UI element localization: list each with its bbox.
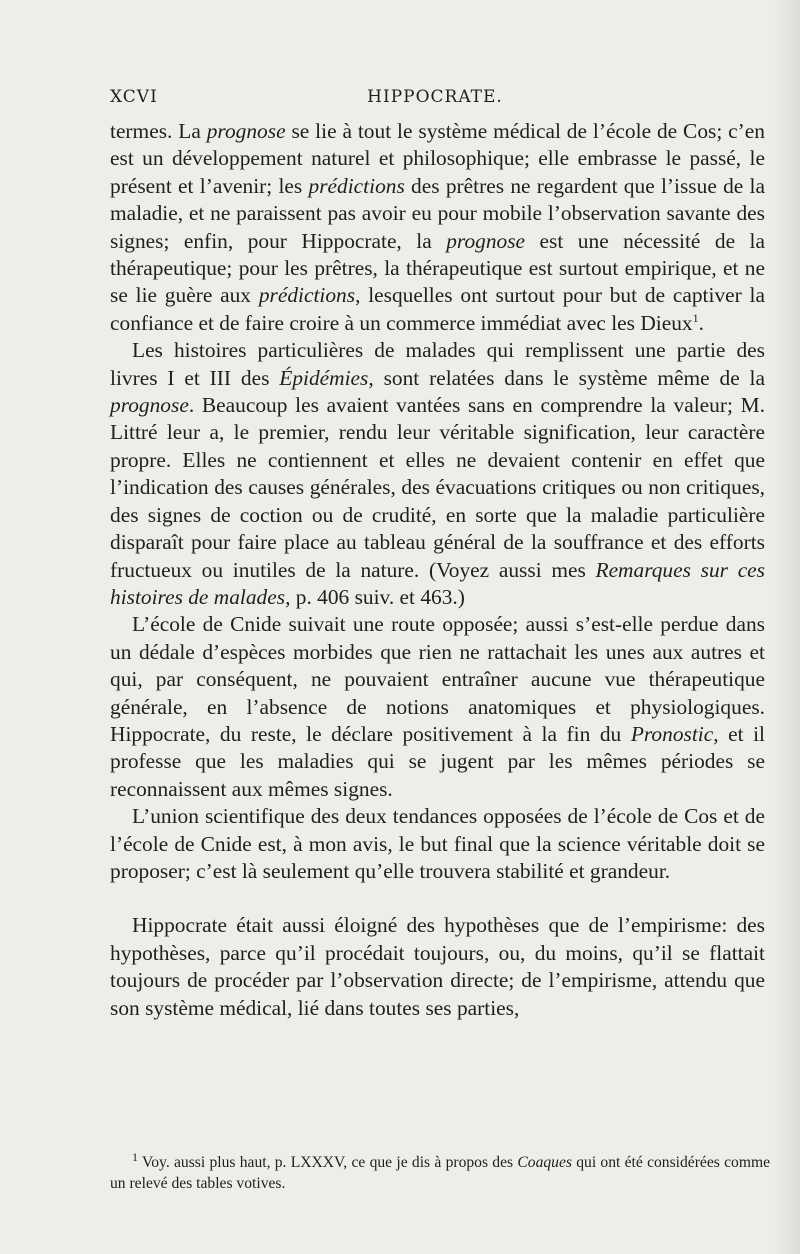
text-run: qui ont été considérées comme un relevé des tables votives.: [110, 1154, 771, 1192]
text-run: Voy. aussi plus haut, p. LXXXV, ce que je dis à propos des: [138, 1154, 518, 1171]
page-number: XCVI: [110, 87, 158, 107]
italic-term: Coaques: [517, 1154, 572, 1171]
body-text: [110, 118, 765, 1022]
text-run: , et il professe que les maladies qui se jugent par les mêmes périodes se reconnaissent aux mêmes signes.: [110, 721, 766, 801]
footnote: [110, 1149, 771, 1194]
text-run: . Beaucoup les avaient vantées sans en comprendre la valeur; M. Littré leur a, le premier, rendu leur véritable signification, leur caractère propre. Elles ne contiennent et elles ne devaient contenir en effet que l’indication des causes générales, des évacuations critiques ou non critiques, des signes de coction ou de crudité, en sorte que la maladie particulière disparaît pour faire place au tableau général de la souffrance et des efforts fructueux ou inutiles de la nature. (Voyez aussi mes: [110, 393, 765, 582]
italic-term: Pronostic: [630, 721, 714, 746]
text-run: , lesquelles ont surtout pour but de captiver la confiance et de faire croire à un commerce immédiat avec les Dieux: [110, 283, 765, 335]
italic-term: prognose: [206, 119, 286, 143]
text-run: L’école de Cnide suivait une route opposée; aussi s’est-elle perdue dans un dédale d’espèces morbides que rien ne rattachait les unes aux autres et qui, par conséquent, ne pouvaient entraîner aucune vue thérapeutique générale, en l’absence de notions anatomiques et physiologiques. Hippocrate, du reste, le déclare positivement à la fin du: [110, 612, 765, 746]
text-run: L’union scientifique des deux tendances opposées de l’école de Cos et de l’école de Cnide est, à mon avis, le but final que la science véritable doit se proposer; c’est là seulement qu’elle trouvera stabilité et grandeur.: [110, 804, 765, 883]
text-run: termes. La: [110, 119, 207, 143]
text-run: se lie à tout le système médical de l’école de Cos; c’en est un développement naturel et philosophique; elle embrasse le passé, le présent et l’avenir; les: [110, 119, 765, 198]
text-run: des prêtres ne regardent que l’issue de la maladie, et ne paraissent pas avoir eu pour mobile l’observation savante des signes; enfin, pour Hippocrate, la: [110, 173, 765, 253]
text-run: , sont relatées dans le système même de la: [368, 365, 765, 390]
text-run: Hippocrate était aussi éloigné des hypothèses que de l’empirisme: des hypothèses, parce qu’il procédait toujours, ou, du moins, qu’il se flattait toujours de procéder par l’observation directe; de l’empirisme, attendu que son système médical, lié dans toutes ses parties,: [110, 913, 765, 1020]
text-run: .: [698, 310, 704, 335]
italic-term: prédictions: [258, 283, 356, 308]
footnote-marker: 1: [692, 310, 699, 325]
paragraph: [110, 611, 765, 803]
italic-term: Remarques sur ces histoires de malades: [110, 557, 766, 609]
paragraph: [110, 118, 765, 337]
running-header: [110, 87, 760, 111]
italic-term: prognose: [110, 393, 189, 418]
running-title: HIPPOCRATE.: [367, 87, 503, 107]
footnote-area: [110, 1149, 771, 1194]
page-gutter-shadow: [774, 0, 800, 1254]
footnote-marker: 1: [132, 1149, 138, 1164]
italic-term: prédictions: [308, 173, 405, 198]
italic-term: Épidémies: [279, 365, 369, 390]
paragraph: [110, 803, 765, 885]
text-run: est une nécessité de la thérapeutique; pour les prêtres, la thérapeutique est surtout empirique, et ne se lie guère aux: [110, 228, 765, 308]
paragraph: [110, 337, 765, 611]
text-run: Les histoires particulières de malades qui remplissent une partie des livres I et III des: [110, 338, 765, 390]
text-run: , p. 406 suiv. et 463.): [285, 584, 465, 609]
italic-term: prognose: [446, 228, 526, 253]
paragraph: [110, 912, 765, 1022]
